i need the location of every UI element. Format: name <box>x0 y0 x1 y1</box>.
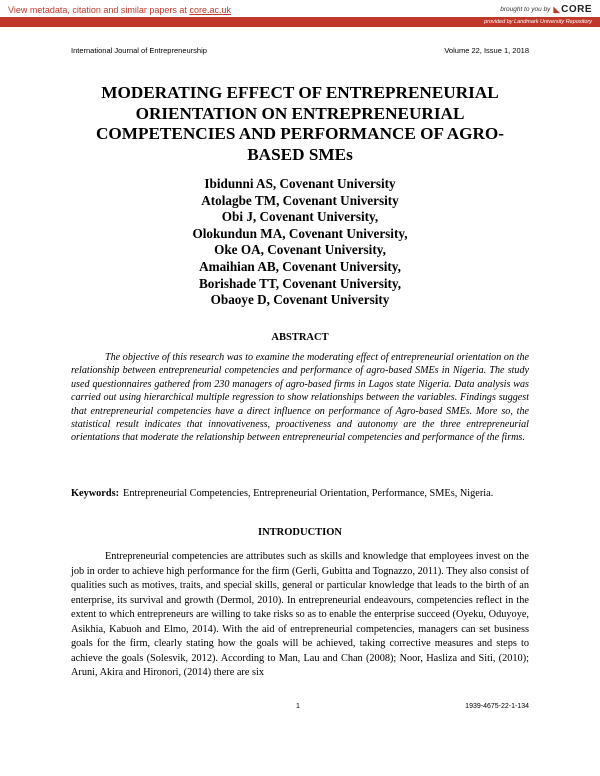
brought-by-text: brought to you by <box>500 6 551 13</box>
core-link-prefix: View metadata, citation and similar papers at <box>8 5 190 15</box>
author-line: Oke OA, Covenant University, <box>214 242 386 258</box>
author-line: Ibidunni AS, Covenant University <box>204 176 396 191</box>
keywords-label: Keywords: <box>71 488 120 499</box>
keywords <box>71 487 529 501</box>
core-site-link[interactable]: core.ac.uk <box>189 5 231 15</box>
provided-by-text: provided by Landmark University Repository <box>484 19 592 25</box>
author-list <box>100 176 500 309</box>
abstract-text: The objective of this research was to examine the moderating effect of entrepreneurial orientation on the relationship between entrepreneurial competencies and performance of agro-based SMEs in Nigeria. The study used questionnaires gathered from 230 managers of agro-based firms in Lagos state Nigeria. Data analysis was carried out using hierarchical multiple regression to show relationships between the variables. Findings suggest that entrepreneurial competencies have a direct influence on performance of Agro-based SMEs. More so, the statistical result indicates that innovativeness, proactiveness and autonomy are the three entrepreneurial orientations that moderate the relationship between entrepreneurial competencies and performance of the firms. <box>71 352 529 444</box>
author-line: Borishade TT, Covenant University, <box>198 275 402 291</box>
author-line: Obaoye D, Covenant University <box>210 292 390 308</box>
page-number: 1 <box>296 703 300 710</box>
article-id: 1939-4675-22-1-134 <box>465 703 529 710</box>
core-banner <box>0 0 600 28</box>
provided-by-bar[interactable] <box>0 17 600 27</box>
keywords-text: Entrepreneurial Competencies, Entrepreneurial Orientation, Performance, SMEs, Nigeria. <box>123 488 494 499</box>
author-line: Olokundun MA, Covenant University, <box>192 225 408 241</box>
introduction-heading: INTRODUCTION <box>257 527 342 538</box>
author-line: Atolagbe TM, Covenant University <box>201 192 399 208</box>
journal-name: International Journal of Entrepreneurship <box>71 46 207 55</box>
core-logo-icon: ◣ <box>553 5 561 14</box>
volume-issue: Volume 22, Issue 1, 2018 <box>444 46 529 55</box>
brought-by <box>500 4 592 15</box>
paper-title: MODERATING EFFECT OF ENTREPRENEURIAL ORIENTATION ON ENTREPRENEURIAL COMPETENCIES AND PERFORMANCE OF AGRO-BASED SMEs <box>95 83 505 164</box>
core-logo[interactable] <box>553 4 592 15</box>
author-line: Obi J, Covenant University, <box>221 209 379 225</box>
introduction-text: Entrepreneurial competencies are attributes such as skills and knowledge that employees invest on the job in order to achieve high performance for the firm (Gerli, Gubitta and Tognazzo, 2011). They also consist of qualities such as motives, traits, and special skills, general or particular knowledge that leads to the birth of an enterprise, its survival and growth (Dermol, 2010). In entrepreneurial endeavours, competencies reflect in the extent to which entrepreneurs are willing to take risks so as to enable the enterprise succeed (Oyeku, Oduyoye, Asikhia, Kabuoh and Elmo, 2014). With the aid of entrepreneurial competencies, managers can set business goals for the firm, clearly stating how the goals will be achieved, taking corrective measures and steps to achieve the goals (Solesvik, 2012). According to Man, Lau and Chan (2008); Noor, Hasliza and Siti, (2010); Aruni, Akira and Hironori, (2014) there are six <box>71 551 529 678</box>
running-header <box>71 46 529 55</box>
author-line: Amaihian AB, Covenant University, <box>199 258 401 274</box>
core-metadata-link[interactable] <box>8 5 231 15</box>
core-logo-text: CORE <box>561 4 592 15</box>
abstract-heading: ABSTRACT <box>271 332 329 343</box>
